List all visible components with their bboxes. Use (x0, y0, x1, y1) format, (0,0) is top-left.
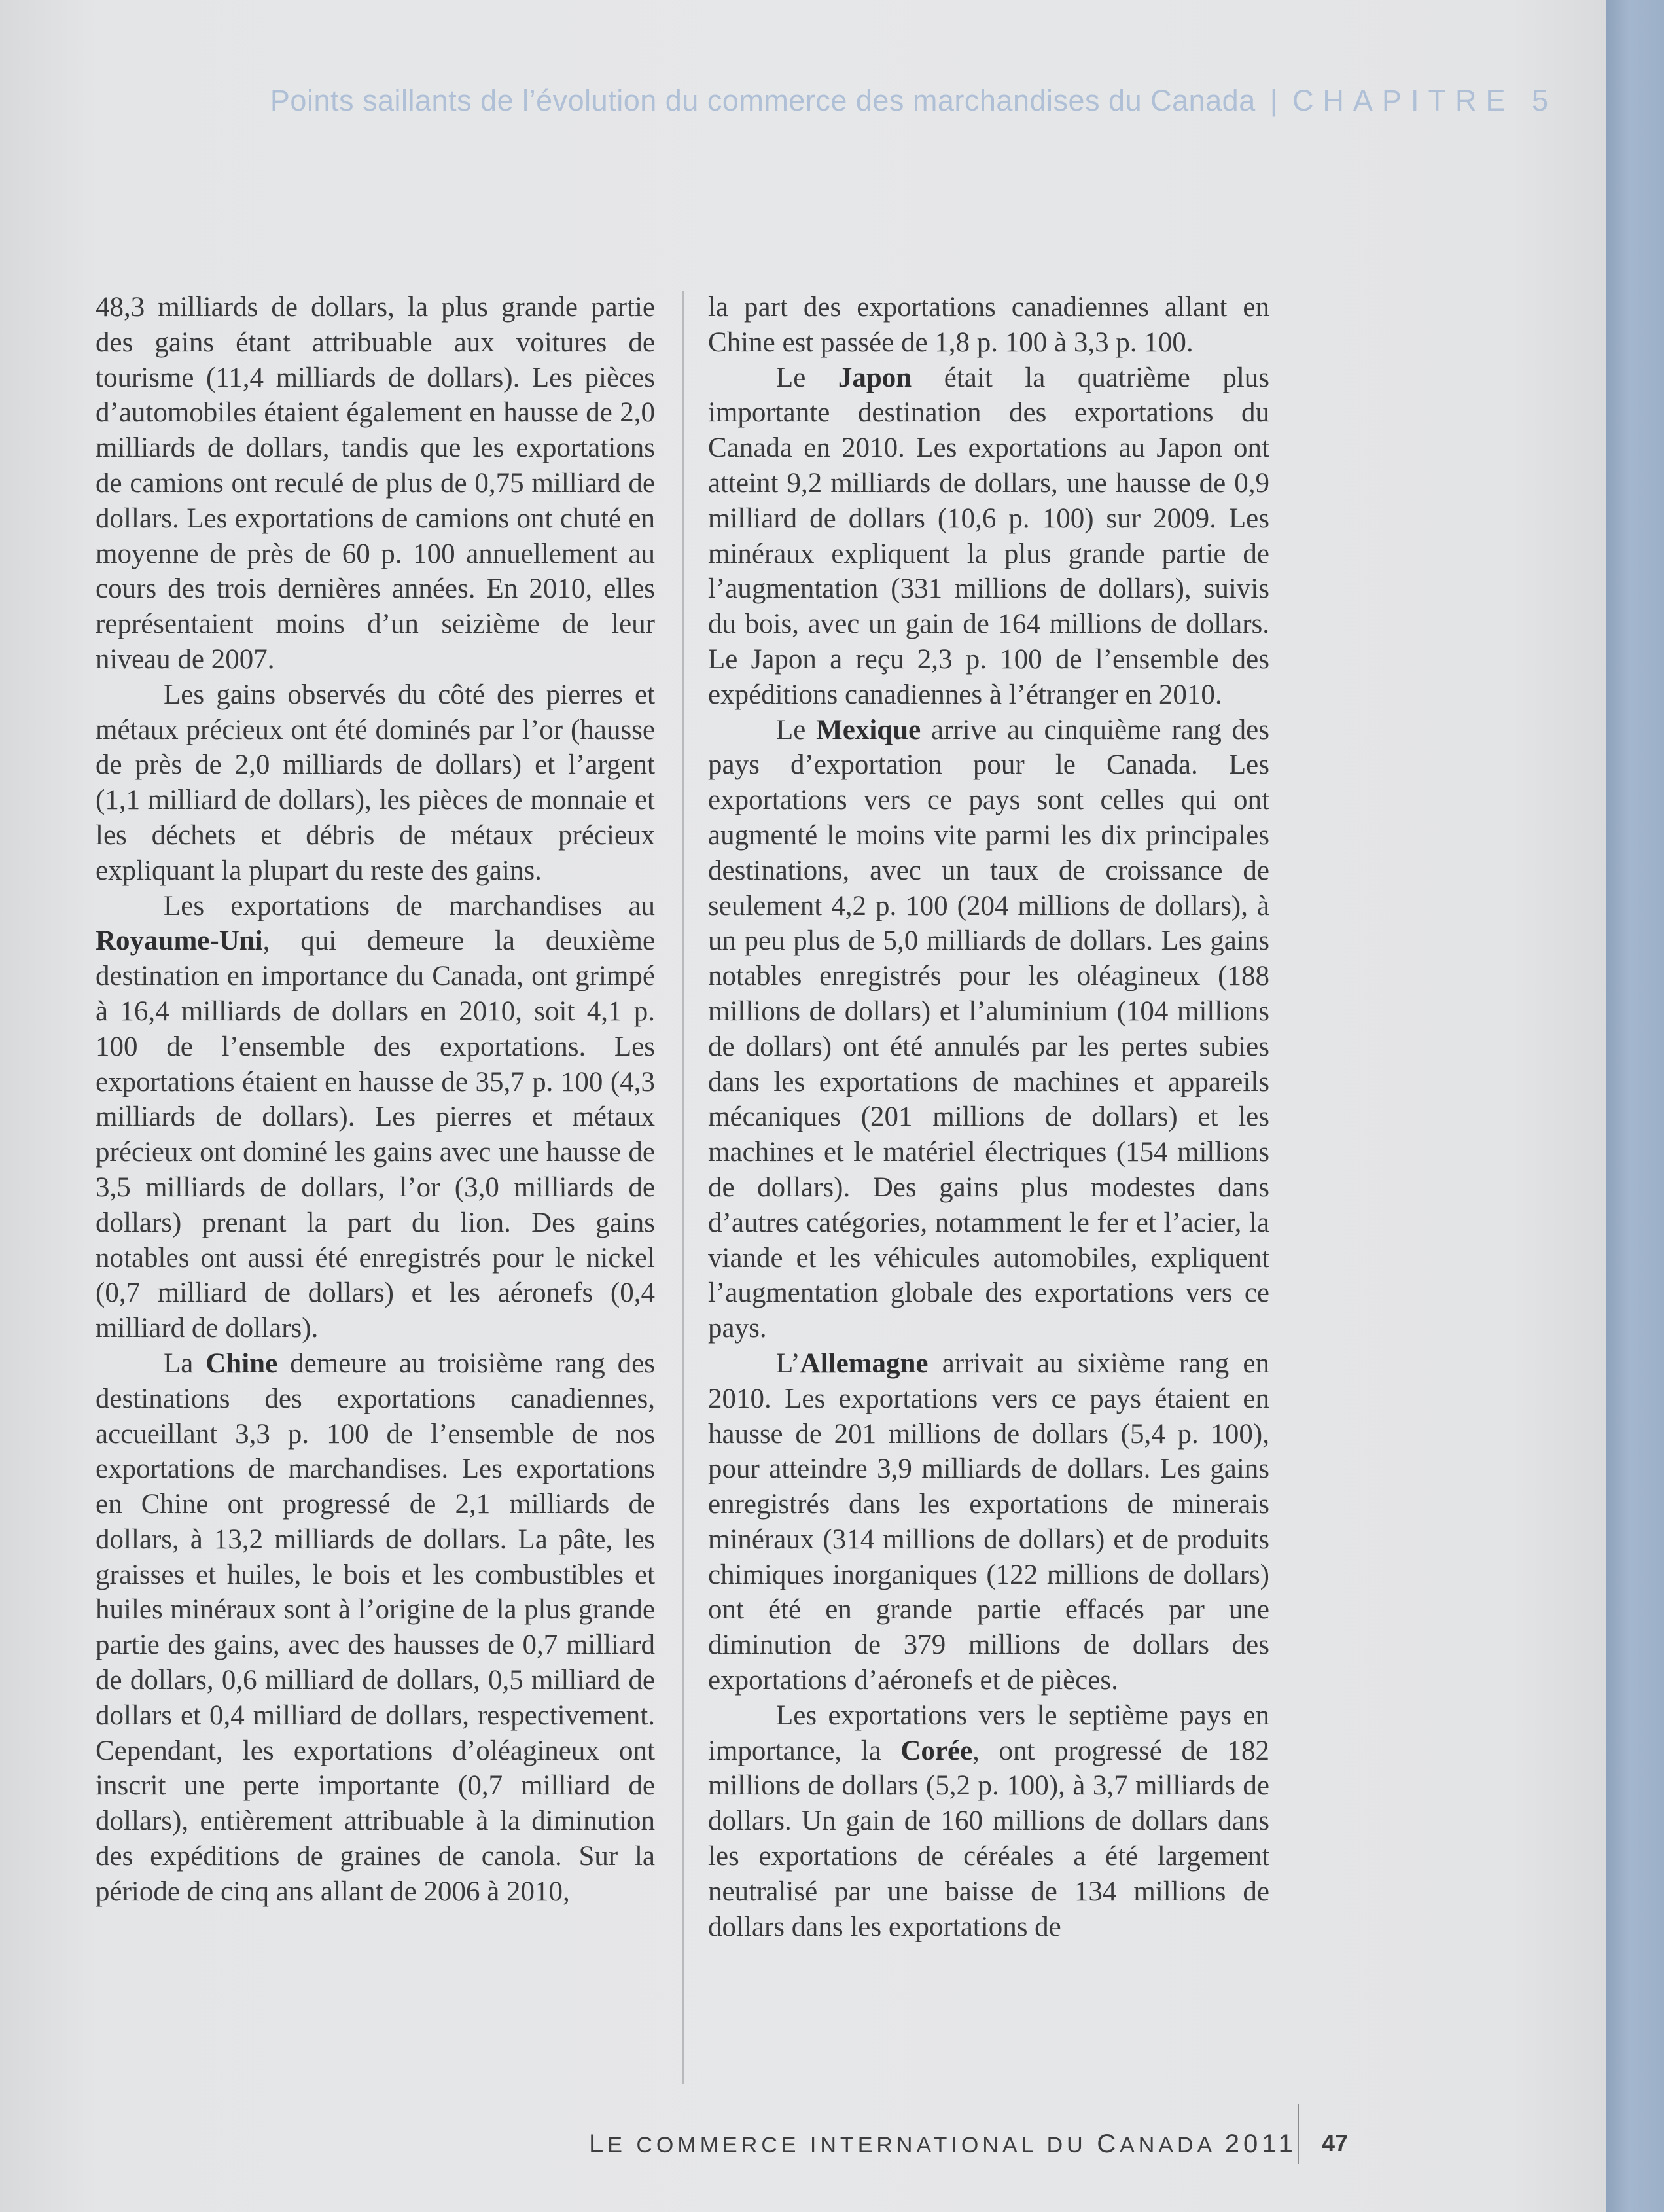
paragraph-text: Le (776, 362, 838, 393)
paragraph (708, 1346, 1269, 1698)
left-column (96, 290, 655, 1910)
paragraph (96, 889, 655, 1346)
footer-year: 2011 (1224, 2130, 1297, 2158)
paragraph-text: Les exportations de marchandises au (164, 890, 655, 921)
paragraph-text: , qui demeure la deuxième destination en importance du Canada, ont grimpé à 16,4 milliards de dollars en 2010, soit 4,1 p. 100 de l’ensemble des exportations. Les exportations étaient en hausse de 35,7 p. 100 (4,3 milliards de dollars). Les pierres et métaux précieux ont dominé les gains avec une hausse de 3,5 milliards de dollars, l’or (3,0 milliards de dollars) prenant la part du lion. Des gains notables ont aussi été enregistrés pour le nickel (0,7 milliard de dollars) et les aéronefs (0,4 milliard de dollars). (96, 925, 655, 1344)
paragraph-text: , ont progressé de 182 millions de dollars (5,2 p. 100), à 3,7 milliards de dollars. Un gain de 160 millions de dollars dans les exportations de céréales a été largement neutralisé par une baisse de 134 millions de dollars dans les exportations de (708, 1735, 1269, 1942)
paragraph-text: demeure au troisième rang des destinations des exportations canadiennes, accueillant 3,3 p. 100 de l’ensemble de nos exportations de marchandises. Les exportations en Chine ont progressé de 2,1 milliards de dollars, à 13,2 milliards de dollars. La pâte, les graisses et huiles, le bois et les combustibles et huiles minéraux sont à l’origine de la plus grande partie des gains, avec des hausses de 0,7 milliard de dollars, 0,6 milliard de dollars, 0,5 milliard de dollars et 0,4 milliard de dollars, respectivement. Cependant, les exportations d’oléagineux ont inscrit une perte importante (0,7 milliard de dollars), entièrement attribuable à la diminution des expéditions de graines de canola. Sur la période de cinq ans allant de 2006 à 2010, (96, 1347, 655, 1907)
country-name: Corée (900, 1735, 973, 1766)
country-name: Mexique (816, 714, 921, 745)
footer-publication-title (589, 2130, 1297, 2159)
paragraph-text: La (164, 1347, 206, 1379)
paragraph-text: était la quatrième plus importante destination des exportations du Canada en 2010. Les exportations au Japon ont atteint 9,2 milliards de dollars, une hausse de 0,9 milliard de dollars (10,6 p. 100) sur 2009. Les minéraux expliquent la plus grande partie de l’augmentation (331 millions de dollars), suivis du bois, avec un gain de 164 millions de dollars. Le Japon a reçu 2,3 p. 100 de l’ensemble des expéditions canadiennes à l’étranger en 2010. (708, 362, 1269, 710)
paragraph: la part des exportations canadiennes allant en Chine est passée de 1,8 p. 100 à 3,3 p. 100. (708, 292, 1269, 358)
running-head-title: Points saillants de l’évolution du commerce des marchandises du Canada (270, 84, 1256, 117)
paragraph-text: L’ (776, 1347, 800, 1379)
country-name: Royaume-Uni (96, 925, 263, 957)
paragraph-text: Le (776, 714, 817, 745)
paragraph: 48,3 milliards de dollars, la plus grande partie des gains étant attribuable aux voitures de tourisme (11,4 milliards de dollars). Les pièces d’automobiles étaient également en hausse de 2,0 milliards de dollars, tandis que les exportations de camions ont reculé de plus de 0,75 milliard de dollars. Les exportations de camions ont chuté en moyenne de près de 60 p. 100 annuellement au cours des trois dernières années. En 2010, elles représentaient moins d’un seizième de leur niveau de 2007. (96, 292, 655, 675)
country-name: Chine (205, 1347, 278, 1379)
paragraph (708, 713, 1269, 1346)
page-edge-strip (1606, 0, 1664, 2212)
paragraph: Les gains observés du côté des pierres et métaux précieux ont été dominés par l’or (hausse de près de 2,0 milliards de dollars) et l’argent (1,1 milliard de dollars), les pièces de monnaie et les déchets et débris de métaux précieux expliquant la plupart du reste des gains. (96, 679, 655, 886)
paragraph (96, 1346, 655, 1910)
footer-text: E COMMERCE INTERNATIONAL DU (607, 2133, 1097, 2158)
page-number: 47 (1322, 2130, 1349, 2156)
paragraph-text: arrive au cinquième rang des pays d’exportation pour le Canada. Les exportations vers ce pays sont celles qui ont augmenté le moins vite parmi les dix principales destinations, avec un taux de croissance de seulement 4,2 p. 100 (204 millions de dollars), à un peu plus de 5,0 milliards de dollars. Les gains notables enregistrés pour les oléagineux (188 millions de dollars) et l’aluminium (104 millions de dollars) ont été annulés par les pertes subies dans les exportations de machines et appareils mécaniques (201 millions de dollars) et les machines et le matériel électriques (154 millions de dollars). Des gains plus modestes dans d’autres catégories, notamment le fer et l’acier, la viande et les véhicules automobiles, expliquent l’augmentation globale des exportations vers ce pays. (708, 714, 1269, 1344)
footer-rule (1298, 2104, 1299, 2164)
paragraph-text: arrivait au sixième rang en 2010. Les exportations vers ce pays étaient en hausse de 201 millions de dollars (5,4 p. 100), pour atteindre 3,9 milliards de dollars. Les gains enregistrés dans les exportations de minerais minéraux (314 millions de dollars) et de produits chimiques inorganiques (122 millions de dollars) ont été en grande partie effacés par une diminution de 379 millions de dollars des exportations d’aéronefs et de pièces. (708, 1347, 1269, 1696)
paragraph (708, 361, 1269, 713)
running-head (65, 84, 1557, 118)
country-name: Allemagne (800, 1347, 929, 1379)
country-name: Japon (838, 362, 912, 393)
paragraph (708, 1698, 1269, 1945)
column-divider (682, 291, 684, 2084)
footer-text: ANADA (1120, 2133, 1225, 2158)
running-head-separator: | (1269, 84, 1278, 117)
right-column (708, 290, 1269, 1944)
footer-initial: C (1097, 2130, 1120, 2158)
paragraph-text: Les exportations vers le septième pays en importance, la (708, 1700, 1269, 1766)
running-head-chapter: CHAPITRE 5 (1292, 84, 1557, 117)
footer-initial: L (589, 2130, 608, 2158)
